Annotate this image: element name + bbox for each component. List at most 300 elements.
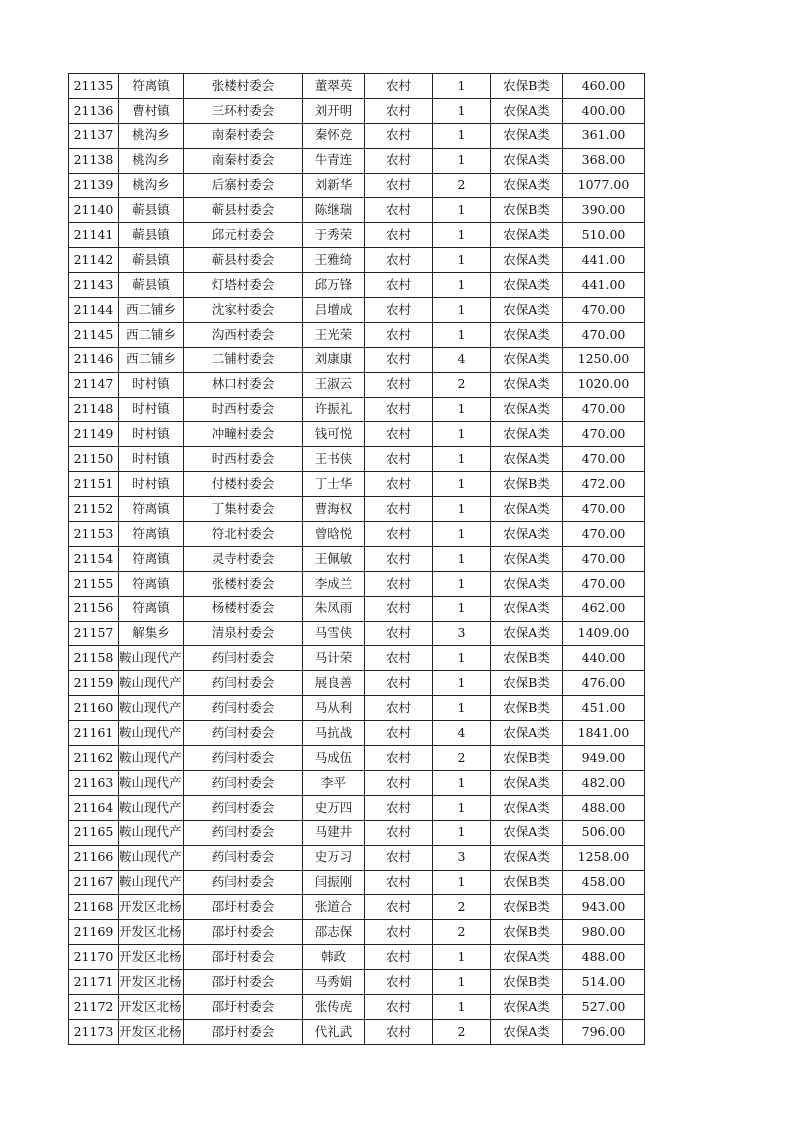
- township-cell: 鞍山现代产: [119, 820, 184, 845]
- person-name-cell: 马从利: [303, 696, 365, 721]
- village-committee-cell: 丁集村委会: [184, 497, 303, 522]
- person-name-cell: 曾晗悦: [303, 522, 365, 547]
- household-count-cell: 1: [433, 447, 491, 472]
- amount-cell: 470.00: [563, 447, 645, 472]
- village-committee-cell: 药闫村委会: [184, 820, 303, 845]
- record-id-cell: 21167: [69, 870, 119, 895]
- person-name-cell: 马抗战: [303, 721, 365, 746]
- amount-cell: 506.00: [563, 820, 645, 845]
- insurance-category-cell: 农保A类: [491, 497, 563, 522]
- insurance-category-cell: 农保A类: [491, 945, 563, 970]
- household-count-cell: 2: [433, 372, 491, 397]
- village-committee-cell: 杨楼村委会: [184, 596, 303, 621]
- township-cell: 符离镇: [119, 497, 184, 522]
- insurance-category-cell: 农保B类: [491, 671, 563, 696]
- residence-type-cell: 农村: [365, 422, 433, 447]
- person-name-cell: 刘开明: [303, 98, 365, 123]
- person-name-cell: 王淑云: [303, 372, 365, 397]
- township-cell: 符离镇: [119, 596, 184, 621]
- household-count-cell: 1: [433, 546, 491, 571]
- household-count-cell: 1: [433, 123, 491, 148]
- residence-type-cell: 农村: [365, 397, 433, 422]
- township-cell: 鞍山现代产: [119, 671, 184, 696]
- household-count-cell: 1: [433, 397, 491, 422]
- insurance-category-cell: 农保B类: [491, 970, 563, 995]
- amount-cell: 476.00: [563, 671, 645, 696]
- village-committee-cell: 邵圩村委会: [184, 970, 303, 995]
- amount-cell: 441.00: [563, 248, 645, 273]
- household-count-cell: 1: [433, 970, 491, 995]
- township-cell: 符离镇: [119, 522, 184, 547]
- residence-type-cell: 农村: [365, 1019, 433, 1044]
- amount-cell: 1077.00: [563, 173, 645, 198]
- amount-cell: 470.00: [563, 322, 645, 347]
- amount-cell: 510.00: [563, 223, 645, 248]
- amount-cell: 361.00: [563, 123, 645, 148]
- amount-cell: 482.00: [563, 770, 645, 795]
- table-row: [69, 322, 645, 347]
- village-committee-cell: 药闫村委会: [184, 721, 303, 746]
- household-count-cell: 1: [433, 497, 491, 522]
- table-row: [69, 273, 645, 298]
- record-id-cell: 21140: [69, 198, 119, 223]
- record-id-cell: 21173: [69, 1019, 119, 1044]
- person-name-cell: 王光荣: [303, 322, 365, 347]
- person-name-cell: 展良善: [303, 671, 365, 696]
- residence-type-cell: 农村: [365, 497, 433, 522]
- amount-cell: 1250.00: [563, 347, 645, 372]
- residence-type-cell: 农村: [365, 845, 433, 870]
- township-cell: 符离镇: [119, 571, 184, 596]
- record-id-cell: 21149: [69, 422, 119, 447]
- table-row: [69, 372, 645, 397]
- amount-cell: 470.00: [563, 571, 645, 596]
- person-name-cell: 闫振刚: [303, 870, 365, 895]
- record-id-cell: 21153: [69, 522, 119, 547]
- table-row: [69, 870, 645, 895]
- village-committee-cell: 后寨村委会: [184, 173, 303, 198]
- record-id-cell: 21172: [69, 994, 119, 1019]
- residence-type-cell: 农村: [365, 596, 433, 621]
- amount-cell: 1020.00: [563, 372, 645, 397]
- insurance-category-cell: 农保A类: [491, 621, 563, 646]
- table-row: [69, 820, 645, 845]
- residence-type-cell: 农村: [365, 994, 433, 1019]
- household-count-cell: 1: [433, 298, 491, 323]
- insurance-category-cell: 农保A类: [491, 123, 563, 148]
- table-row: [69, 472, 645, 497]
- record-id-cell: 21135: [69, 74, 119, 99]
- insurance-category-cell: 农保A类: [491, 248, 563, 273]
- person-name-cell: 董翠英: [303, 74, 365, 99]
- household-count-cell: 4: [433, 347, 491, 372]
- township-cell: 桃沟乡: [119, 148, 184, 173]
- residence-type-cell: 农村: [365, 273, 433, 298]
- insurance-category-cell: 农保A类: [491, 820, 563, 845]
- township-cell: 开发区北杨: [119, 895, 184, 920]
- table-row: [69, 223, 645, 248]
- record-id-cell: 21143: [69, 273, 119, 298]
- insurance-category-cell: 农保B类: [491, 746, 563, 771]
- household-count-cell: 1: [433, 322, 491, 347]
- table-row: [69, 173, 645, 198]
- household-count-cell: 1: [433, 198, 491, 223]
- household-count-cell: 1: [433, 795, 491, 820]
- record-id-cell: 21148: [69, 397, 119, 422]
- township-cell: 时村镇: [119, 372, 184, 397]
- residence-type-cell: 农村: [365, 571, 433, 596]
- person-name-cell: 于秀荣: [303, 223, 365, 248]
- residence-type-cell: 农村: [365, 696, 433, 721]
- amount-cell: 470.00: [563, 397, 645, 422]
- person-name-cell: 许振礼: [303, 397, 365, 422]
- person-name-cell: 史万四: [303, 795, 365, 820]
- household-count-cell: 1: [433, 98, 491, 123]
- amount-cell: 1409.00: [563, 621, 645, 646]
- insurance-category-cell: 农保A类: [491, 173, 563, 198]
- residence-type-cell: 农村: [365, 945, 433, 970]
- household-count-cell: 1: [433, 870, 491, 895]
- amount-cell: 1258.00: [563, 845, 645, 870]
- household-count-cell: 4: [433, 721, 491, 746]
- amount-cell: 949.00: [563, 746, 645, 771]
- village-committee-cell: 付楼村委会: [184, 472, 303, 497]
- household-count-cell: 3: [433, 845, 491, 870]
- table-row: [69, 795, 645, 820]
- village-committee-cell: 三环村委会: [184, 98, 303, 123]
- insurance-category-cell: 农保A类: [491, 522, 563, 547]
- township-cell: 解集乡: [119, 621, 184, 646]
- township-cell: 鞍山现代产: [119, 845, 184, 870]
- residence-type-cell: 农村: [365, 447, 433, 472]
- village-committee-cell: 二铺村委会: [184, 347, 303, 372]
- record-id-cell: 21142: [69, 248, 119, 273]
- record-id-cell: 21168: [69, 895, 119, 920]
- residence-type-cell: 农村: [365, 621, 433, 646]
- person-name-cell: 秦怀竞: [303, 123, 365, 148]
- table-row: [69, 298, 645, 323]
- village-committee-cell: 张楼村委会: [184, 571, 303, 596]
- person-name-cell: 曹海权: [303, 497, 365, 522]
- village-committee-cell: 药闫村委会: [184, 795, 303, 820]
- amount-cell: 460.00: [563, 74, 645, 99]
- insurance-category-cell: 农保B类: [491, 646, 563, 671]
- residence-type-cell: 农村: [365, 671, 433, 696]
- record-id-cell: 21159: [69, 671, 119, 696]
- residence-type-cell: 农村: [365, 74, 433, 99]
- household-count-cell: 1: [433, 148, 491, 173]
- amount-cell: 488.00: [563, 945, 645, 970]
- insurance-category-cell: 农保A类: [491, 994, 563, 1019]
- record-id-cell: 21161: [69, 721, 119, 746]
- record-id-cell: 21139: [69, 173, 119, 198]
- township-cell: 鞍山现代产: [119, 795, 184, 820]
- record-id-cell: 21158: [69, 646, 119, 671]
- household-count-cell: 1: [433, 671, 491, 696]
- insurance-category-cell: 农保A类: [491, 447, 563, 472]
- record-id-cell: 21144: [69, 298, 119, 323]
- person-name-cell: 马成伍: [303, 746, 365, 771]
- table-row: [69, 546, 645, 571]
- township-cell: 时村镇: [119, 422, 184, 447]
- record-id-cell: 21163: [69, 770, 119, 795]
- insurance-category-cell: 农保A类: [491, 596, 563, 621]
- amount-cell: 943.00: [563, 895, 645, 920]
- table-row: [69, 746, 645, 771]
- amount-cell: 458.00: [563, 870, 645, 895]
- person-name-cell: 邱万锋: [303, 273, 365, 298]
- village-committee-cell: 药闫村委会: [184, 770, 303, 795]
- village-committee-cell: 药闫村委会: [184, 746, 303, 771]
- person-name-cell: 马建井: [303, 820, 365, 845]
- insurance-category-cell: 农保A类: [491, 273, 563, 298]
- insurance-category-cell: 农保B类: [491, 74, 563, 99]
- insurance-category-cell: 农保B类: [491, 895, 563, 920]
- township-cell: 时村镇: [119, 397, 184, 422]
- table-row: [69, 920, 645, 945]
- household-count-cell: 1: [433, 820, 491, 845]
- amount-cell: 368.00: [563, 148, 645, 173]
- residence-type-cell: 农村: [365, 746, 433, 771]
- household-count-cell: 1: [433, 571, 491, 596]
- residence-type-cell: 农村: [365, 372, 433, 397]
- table-row: [69, 148, 645, 173]
- table-row: [69, 1019, 645, 1044]
- village-committee-cell: 邵圩村委会: [184, 994, 303, 1019]
- township-cell: 西二铺乡: [119, 298, 184, 323]
- residence-type-cell: 农村: [365, 123, 433, 148]
- township-cell: 西二铺乡: [119, 322, 184, 347]
- record-id-cell: 21145: [69, 322, 119, 347]
- household-count-cell: 1: [433, 223, 491, 248]
- insurance-category-cell: 农保A类: [491, 422, 563, 447]
- township-cell: 西二铺乡: [119, 347, 184, 372]
- insurance-category-cell: 农保A类: [491, 571, 563, 596]
- record-id-cell: 21155: [69, 571, 119, 596]
- record-id-cell: 21136: [69, 98, 119, 123]
- residence-type-cell: 农村: [365, 347, 433, 372]
- residence-type-cell: 农村: [365, 970, 433, 995]
- village-committee-cell: 沟西村委会: [184, 322, 303, 347]
- amount-cell: 451.00: [563, 696, 645, 721]
- insurance-category-cell: 农保A类: [491, 770, 563, 795]
- person-name-cell: 朱凤雨: [303, 596, 365, 621]
- person-name-cell: 李成兰: [303, 571, 365, 596]
- household-count-cell: 2: [433, 1019, 491, 1044]
- household-count-cell: 1: [433, 74, 491, 99]
- amount-cell: 470.00: [563, 298, 645, 323]
- township-cell: 时村镇: [119, 447, 184, 472]
- amount-cell: 441.00: [563, 273, 645, 298]
- residence-type-cell: 农村: [365, 173, 433, 198]
- household-count-cell: 1: [433, 994, 491, 1019]
- table-row: [69, 895, 645, 920]
- residence-type-cell: 农村: [365, 98, 433, 123]
- amount-cell: 527.00: [563, 994, 645, 1019]
- insurance-category-cell: 农保B类: [491, 198, 563, 223]
- table-row: [69, 621, 645, 646]
- insurance-category-cell: 农保B类: [491, 472, 563, 497]
- record-id-cell: 21156: [69, 596, 119, 621]
- record-id-cell: 21160: [69, 696, 119, 721]
- amount-cell: 470.00: [563, 522, 645, 547]
- residence-type-cell: 农村: [365, 223, 433, 248]
- household-count-cell: 2: [433, 746, 491, 771]
- residence-type-cell: 农村: [365, 820, 433, 845]
- table-row: [69, 248, 645, 273]
- record-id-cell: 21150: [69, 447, 119, 472]
- table-row: [69, 522, 645, 547]
- residence-type-cell: 农村: [365, 248, 433, 273]
- table-row: [69, 347, 645, 372]
- person-name-cell: 王雅绮: [303, 248, 365, 273]
- insurance-category-cell: 农保B类: [491, 920, 563, 945]
- record-id-cell: 21171: [69, 970, 119, 995]
- insurance-category-cell: 农保B类: [491, 696, 563, 721]
- township-cell: 鞍山现代产: [119, 746, 184, 771]
- amount-cell: 462.00: [563, 596, 645, 621]
- household-count-cell: 1: [433, 696, 491, 721]
- person-name-cell: 王书侠: [303, 447, 365, 472]
- township-cell: 蕲县镇: [119, 248, 184, 273]
- village-committee-cell: 林口村委会: [184, 372, 303, 397]
- household-count-cell: 2: [433, 895, 491, 920]
- person-name-cell: 张道合: [303, 895, 365, 920]
- village-committee-cell: 南秦村委会: [184, 123, 303, 148]
- township-cell: 曹村镇: [119, 98, 184, 123]
- table-row: [69, 497, 645, 522]
- record-id-cell: 21151: [69, 472, 119, 497]
- person-name-cell: 吕增成: [303, 298, 365, 323]
- person-name-cell: 丁士华: [303, 472, 365, 497]
- table-row: [69, 671, 645, 696]
- amount-cell: 472.00: [563, 472, 645, 497]
- person-name-cell: 牛青连: [303, 148, 365, 173]
- household-count-cell: 1: [433, 522, 491, 547]
- residence-type-cell: 农村: [365, 298, 433, 323]
- record-id-cell: 21169: [69, 920, 119, 945]
- residence-type-cell: 农村: [365, 770, 433, 795]
- township-cell: 开发区北杨: [119, 994, 184, 1019]
- village-committee-cell: 冲疃村委会: [184, 422, 303, 447]
- table-row: [69, 74, 645, 99]
- amount-cell: 796.00: [563, 1019, 645, 1044]
- household-count-cell: 1: [433, 422, 491, 447]
- residence-type-cell: 农村: [365, 646, 433, 671]
- table-row: [69, 596, 645, 621]
- household-count-cell: 1: [433, 273, 491, 298]
- person-name-cell: 代礼武: [303, 1019, 365, 1044]
- residence-type-cell: 农村: [365, 721, 433, 746]
- township-cell: 开发区北杨: [119, 945, 184, 970]
- record-id-cell: 21162: [69, 746, 119, 771]
- residence-type-cell: 农村: [365, 522, 433, 547]
- amount-cell: 400.00: [563, 98, 645, 123]
- table-row: [69, 198, 645, 223]
- welfare-table: [68, 73, 645, 1045]
- amount-cell: 390.00: [563, 198, 645, 223]
- township-cell: 桃沟乡: [119, 173, 184, 198]
- insurance-category-cell: 农保A类: [491, 223, 563, 248]
- village-committee-cell: 药闫村委会: [184, 696, 303, 721]
- record-id-cell: 21166: [69, 845, 119, 870]
- person-name-cell: 史万习: [303, 845, 365, 870]
- table-row: [69, 397, 645, 422]
- insurance-category-cell: 农保A类: [491, 845, 563, 870]
- person-name-cell: 刘新华: [303, 173, 365, 198]
- village-committee-cell: 药闫村委会: [184, 671, 303, 696]
- township-cell: 桃沟乡: [119, 123, 184, 148]
- residence-type-cell: 农村: [365, 472, 433, 497]
- table-row: [69, 696, 645, 721]
- table-row: [69, 970, 645, 995]
- township-cell: 鞍山现代产: [119, 870, 184, 895]
- township-cell: 开发区北杨: [119, 1019, 184, 1044]
- township-cell: 鞍山现代产: [119, 770, 184, 795]
- township-cell: 鞍山现代产: [119, 721, 184, 746]
- table-row: [69, 422, 645, 447]
- village-committee-cell: 灯塔村委会: [184, 273, 303, 298]
- household-count-cell: 2: [433, 920, 491, 945]
- township-cell: 蕲县镇: [119, 273, 184, 298]
- insurance-category-cell: 农保A类: [491, 397, 563, 422]
- township-cell: 蕲县镇: [119, 223, 184, 248]
- village-committee-cell: 药闫村委会: [184, 646, 303, 671]
- village-committee-cell: 灵寺村委会: [184, 546, 303, 571]
- insurance-category-cell: 农保A类: [491, 372, 563, 397]
- household-count-cell: 1: [433, 596, 491, 621]
- township-cell: 蕲县镇: [119, 198, 184, 223]
- table-row: [69, 945, 645, 970]
- village-committee-cell: 邵圩村委会: [184, 895, 303, 920]
- township-cell: 鞍山现代产: [119, 646, 184, 671]
- record-id-cell: 21157: [69, 621, 119, 646]
- amount-cell: 470.00: [563, 497, 645, 522]
- amount-cell: 1841.00: [563, 721, 645, 746]
- household-count-cell: 1: [433, 248, 491, 273]
- table-row: [69, 646, 645, 671]
- residence-type-cell: 农村: [365, 920, 433, 945]
- record-id-cell: 21141: [69, 223, 119, 248]
- village-committee-cell: 沈家村委会: [184, 298, 303, 323]
- table-row: [69, 98, 645, 123]
- village-committee-cell: 清泉村委会: [184, 621, 303, 646]
- record-id-cell: 21154: [69, 546, 119, 571]
- insurance-category-cell: 农保A类: [491, 1019, 563, 1044]
- insurance-category-cell: 农保B类: [491, 870, 563, 895]
- record-id-cell: 21170: [69, 945, 119, 970]
- village-committee-cell: 药闫村委会: [184, 870, 303, 895]
- residence-type-cell: 农村: [365, 895, 433, 920]
- person-name-cell: 马雪侠: [303, 621, 365, 646]
- village-committee-cell: 邵圩村委会: [184, 1019, 303, 1044]
- table-row: [69, 447, 645, 472]
- insurance-category-cell: 农保A类: [491, 546, 563, 571]
- village-committee-cell: 蕲县村委会: [184, 198, 303, 223]
- residence-type-cell: 农村: [365, 198, 433, 223]
- person-name-cell: 马计荣: [303, 646, 365, 671]
- record-id-cell: 21146: [69, 347, 119, 372]
- person-name-cell: 李平: [303, 770, 365, 795]
- township-cell: 开发区北杨: [119, 970, 184, 995]
- record-id-cell: 21147: [69, 372, 119, 397]
- township-cell: 开发区北杨: [119, 920, 184, 945]
- residence-type-cell: 农村: [365, 322, 433, 347]
- township-cell: 符离镇: [119, 74, 184, 99]
- person-name-cell: 刘康康: [303, 347, 365, 372]
- person-name-cell: 邵志保: [303, 920, 365, 945]
- village-committee-cell: 张楼村委会: [184, 74, 303, 99]
